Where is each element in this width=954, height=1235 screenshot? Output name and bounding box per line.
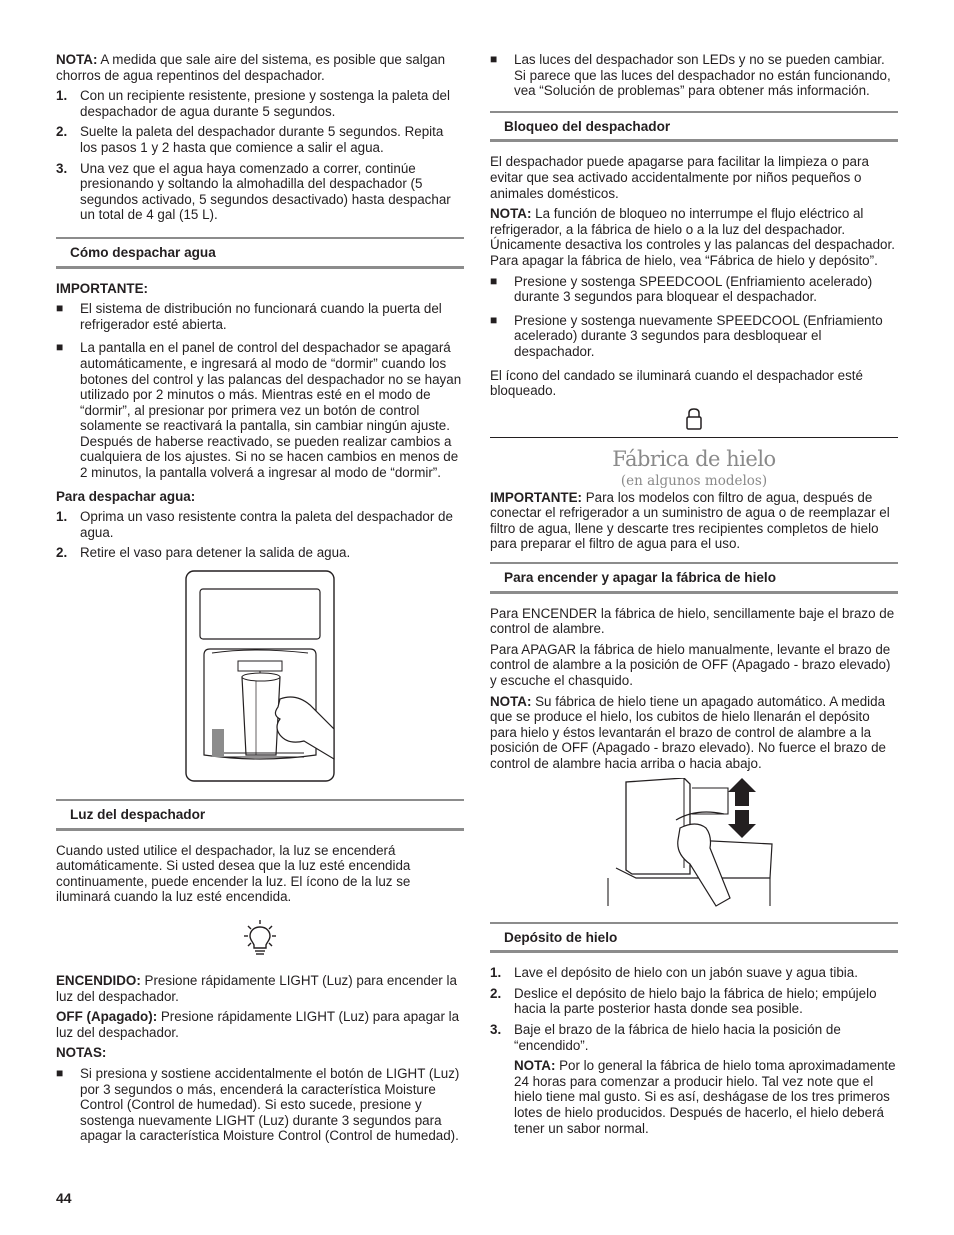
section-heading-dispenser-light: Luz del despachador bbox=[56, 799, 464, 831]
list-item: ■ Presione y sostenga SPEEDCOOL (Enfriamiento acelerado) durante 3 segundos para bloquear el despachador. bbox=[490, 273, 873, 305]
list-item: ■ Las luces del despachador son LEDs y no se pueden cambiar. Si parece que las luces del despachador no están funcionando, vea “Solución de problemas” para obtener más información. bbox=[490, 52, 891, 99]
ice-important-paragraph: IMPORTANTE: Para los modelos con filtro de agua, después de conectar el refrigerador a un suministro de agua o de reemplazar el filtro de agua, llene y descarte tres recipientes completos de hielo para preparar el filtro de agua para el uso. bbox=[490, 489, 890, 552]
ice-maker-title-block bbox=[490, 446, 898, 490]
list-item: 2. Suelte la paleta del despachador durante 5 segundos. Repita los pasos 1 y 2 hasta que comience a salir el agua. bbox=[56, 124, 444, 155]
page-subtitle: (en algunos modelos) bbox=[620, 472, 768, 489]
lock-icon-paragraph: El ícono del candado se iluminará cuando el despachador esté bloqueado. bbox=[490, 367, 863, 399]
important-label: IMPORTANTE: bbox=[56, 280, 148, 296]
section-heading-dispenser-lock: Bloqueo del despachador bbox=[490, 111, 898, 143]
note-text: A medida que sale aire del sistema, es posible que salgan chorros de agua repentinos del despachador. bbox=[56, 52, 446, 83]
square-bullet-icon: ■ bbox=[490, 312, 498, 327]
on-paragraph: ENCENDIDO: Presione rápidamente LIGHT (Luz) para encender la luz del despachador. bbox=[56, 973, 457, 1004]
lock-paragraph: El despachador puede apagarse para facilitar la limpieza o para evitar que sea activado accidentalmente por niños pequeños o animales domésticos. bbox=[490, 154, 869, 201]
square-bullet-icon: ■ bbox=[56, 1065, 64, 1080]
square-bullet-icon: ■ bbox=[56, 301, 64, 316]
list-item: ■ Si presiona y sostiene accidentalmente el botón de LIGHT (Luz) por 3 segundos o más, encenderá la característica Moisture Control (Control de humedad). Si esto sucede, presione y sostenga nuevamente LIGHT (Luz) durante 3 segundos para apagar la característica Moisture Control (Control de humedad). bbox=[56, 1065, 460, 1144]
page-title: Fábrica de hielo bbox=[612, 446, 776, 471]
list-item: 1. Lave el depósito de hielo con un jabón suave y agua tibia. bbox=[490, 965, 858, 981]
section-heading-ice-onoff: Para encender y apagar la fábrica de hielo bbox=[490, 562, 898, 594]
ice-maker-illustration bbox=[606, 778, 782, 908]
square-bullet-icon: ■ bbox=[490, 52, 498, 66]
list-item: ■ La pantalla en el panel de control del despachador se apagará automáticamente, e ingresará al modo de “dormir” cuando los botones del control y las palancas del despachador no se hayan utilizado por 2 minutos o más. Mientras esté en el modo de “dormir”, al presionar por primera vez un botón de control solamente se reactivará la pantalla, sin cambiar ningún ajuste. Después de haberse reactivado, se pueden realizar cambios a cualquiera de los ajustes. Si no se hacen cambios en menos de 2 minutos, la pantalla volverá a ingresar al modo de “dormir”. bbox=[56, 340, 462, 481]
lock-note-paragraph: NOTA: La función de bloqueo no interrumpe el flujo eléctrico al refrigerador, a la fábrica de hielo o a la luz del despachador. Únicamente desactiva los controles y las palancas del despachador. Para apagar la fábrica de hielo, vea “Fábrica de hielo y depósito”. bbox=[490, 206, 895, 268]
light-paragraph: Cuando usted utilice el despachador, la luz se encenderá automáticamente. Si usted desea que la luz esté encendida continuamente, puede encender la luz. El ícono de la luz se iluminará cuando la luz esté encendida. bbox=[56, 842, 411, 905]
list-item: 1. Con un recipiente resistente, presione y sostenga la paleta del despachador de agua durante 5 segundos. bbox=[56, 88, 450, 119]
right-column bbox=[490, 52, 898, 1141]
off-paragraph: OFF (Apagado): Presione rápidamente LIGHT (Luz) para apagar la luz del despachador. bbox=[56, 1009, 460, 1040]
list-item: ■ Presione y sostenga nuevamente SPEEDCOOL (Enfriamiento acelerado) durante 3 segundos para desbloquear el despachador. bbox=[490, 312, 883, 359]
bin-note-paragraph: NOTA: Por lo general la fábrica de hielo toma aproximadamente 24 horas para comenzar a producir hielo. Tal vez note que el hielo tiene mal gusto. Si es así, deshágase de los tres primeros lotes de hielo producidos. Después de hacerlo, el hielo deberá tener un sabor normal. bbox=[514, 1058, 896, 1136]
padlock-icon bbox=[684, 407, 704, 431]
ice-auto-note-paragraph: NOTA: Su fábrica de hielo tiene un apagado automático. A medida que se produce el hielo, los cubitos de hielo llenarán el depósito para hielo y éstos levantarán el brazo de control de alambre a la posición de OFF (Apagado - brazo elevado). No fuerce el brazo de control de alambre hacia arriba o hacia abajo. bbox=[490, 693, 886, 771]
left-column bbox=[56, 52, 464, 1152]
list-item: 2. Retire el vaso para detener la salida de agua. bbox=[56, 545, 351, 561]
water-dispenser-illustration bbox=[184, 569, 336, 783]
section-heading-ice-bin: Depósito de hielo bbox=[490, 922, 898, 954]
divider bbox=[490, 437, 898, 438]
list-item: 2. Deslice el depósito de hielo bajo la fábrica de hielo; empújelo hacia la parte posterior hasta donde sea posible. bbox=[490, 985, 877, 1017]
list-item: 1. Oprima un vaso resistente contra la paleta del despachador de agua. bbox=[56, 509, 453, 540]
square-bullet-icon: ■ bbox=[490, 273, 498, 288]
list-item: 3. Una vez que el agua haya comenzado a correr, continúe presionando y soltando la almohadilla del despachador (5 segundos activado, 5 segundos desactivado) hasta despachar un total de 4 gal (15 L). bbox=[56, 160, 451, 223]
note-label: NOTA: bbox=[56, 52, 98, 67]
ice-off-paragraph: Para APAGAR la fábrica de hielo manualmente, levante el brazo de control de alambre a la posición de OFF (Apagado - brazo elevado) y escuche el chasquido. bbox=[490, 641, 891, 689]
light-bulb-icon bbox=[239, 919, 281, 959]
notas-label: NOTAS: bbox=[56, 1045, 107, 1061]
list-item: ■ El sistema de distribución no funcionará cuando la puerta del refrigerador esté abierta. bbox=[56, 301, 442, 332]
subheading-dispense: Para despachar agua: bbox=[56, 488, 196, 504]
ice-on-paragraph: Para ENCENDER la fábrica de hielo, sencillamente baje el brazo de control de alambre. bbox=[490, 605, 895, 637]
square-bullet-icon: ■ bbox=[56, 340, 64, 355]
page-number: 44 bbox=[56, 1190, 72, 1206]
section-heading-dispense-water: Cómo despachar agua bbox=[56, 237, 464, 269]
note-paragraph bbox=[56, 52, 464, 83]
list-item: 3. Baje el brazo de la fábrica de hielo hacia la posición de “encendido”. bbox=[490, 1021, 841, 1053]
